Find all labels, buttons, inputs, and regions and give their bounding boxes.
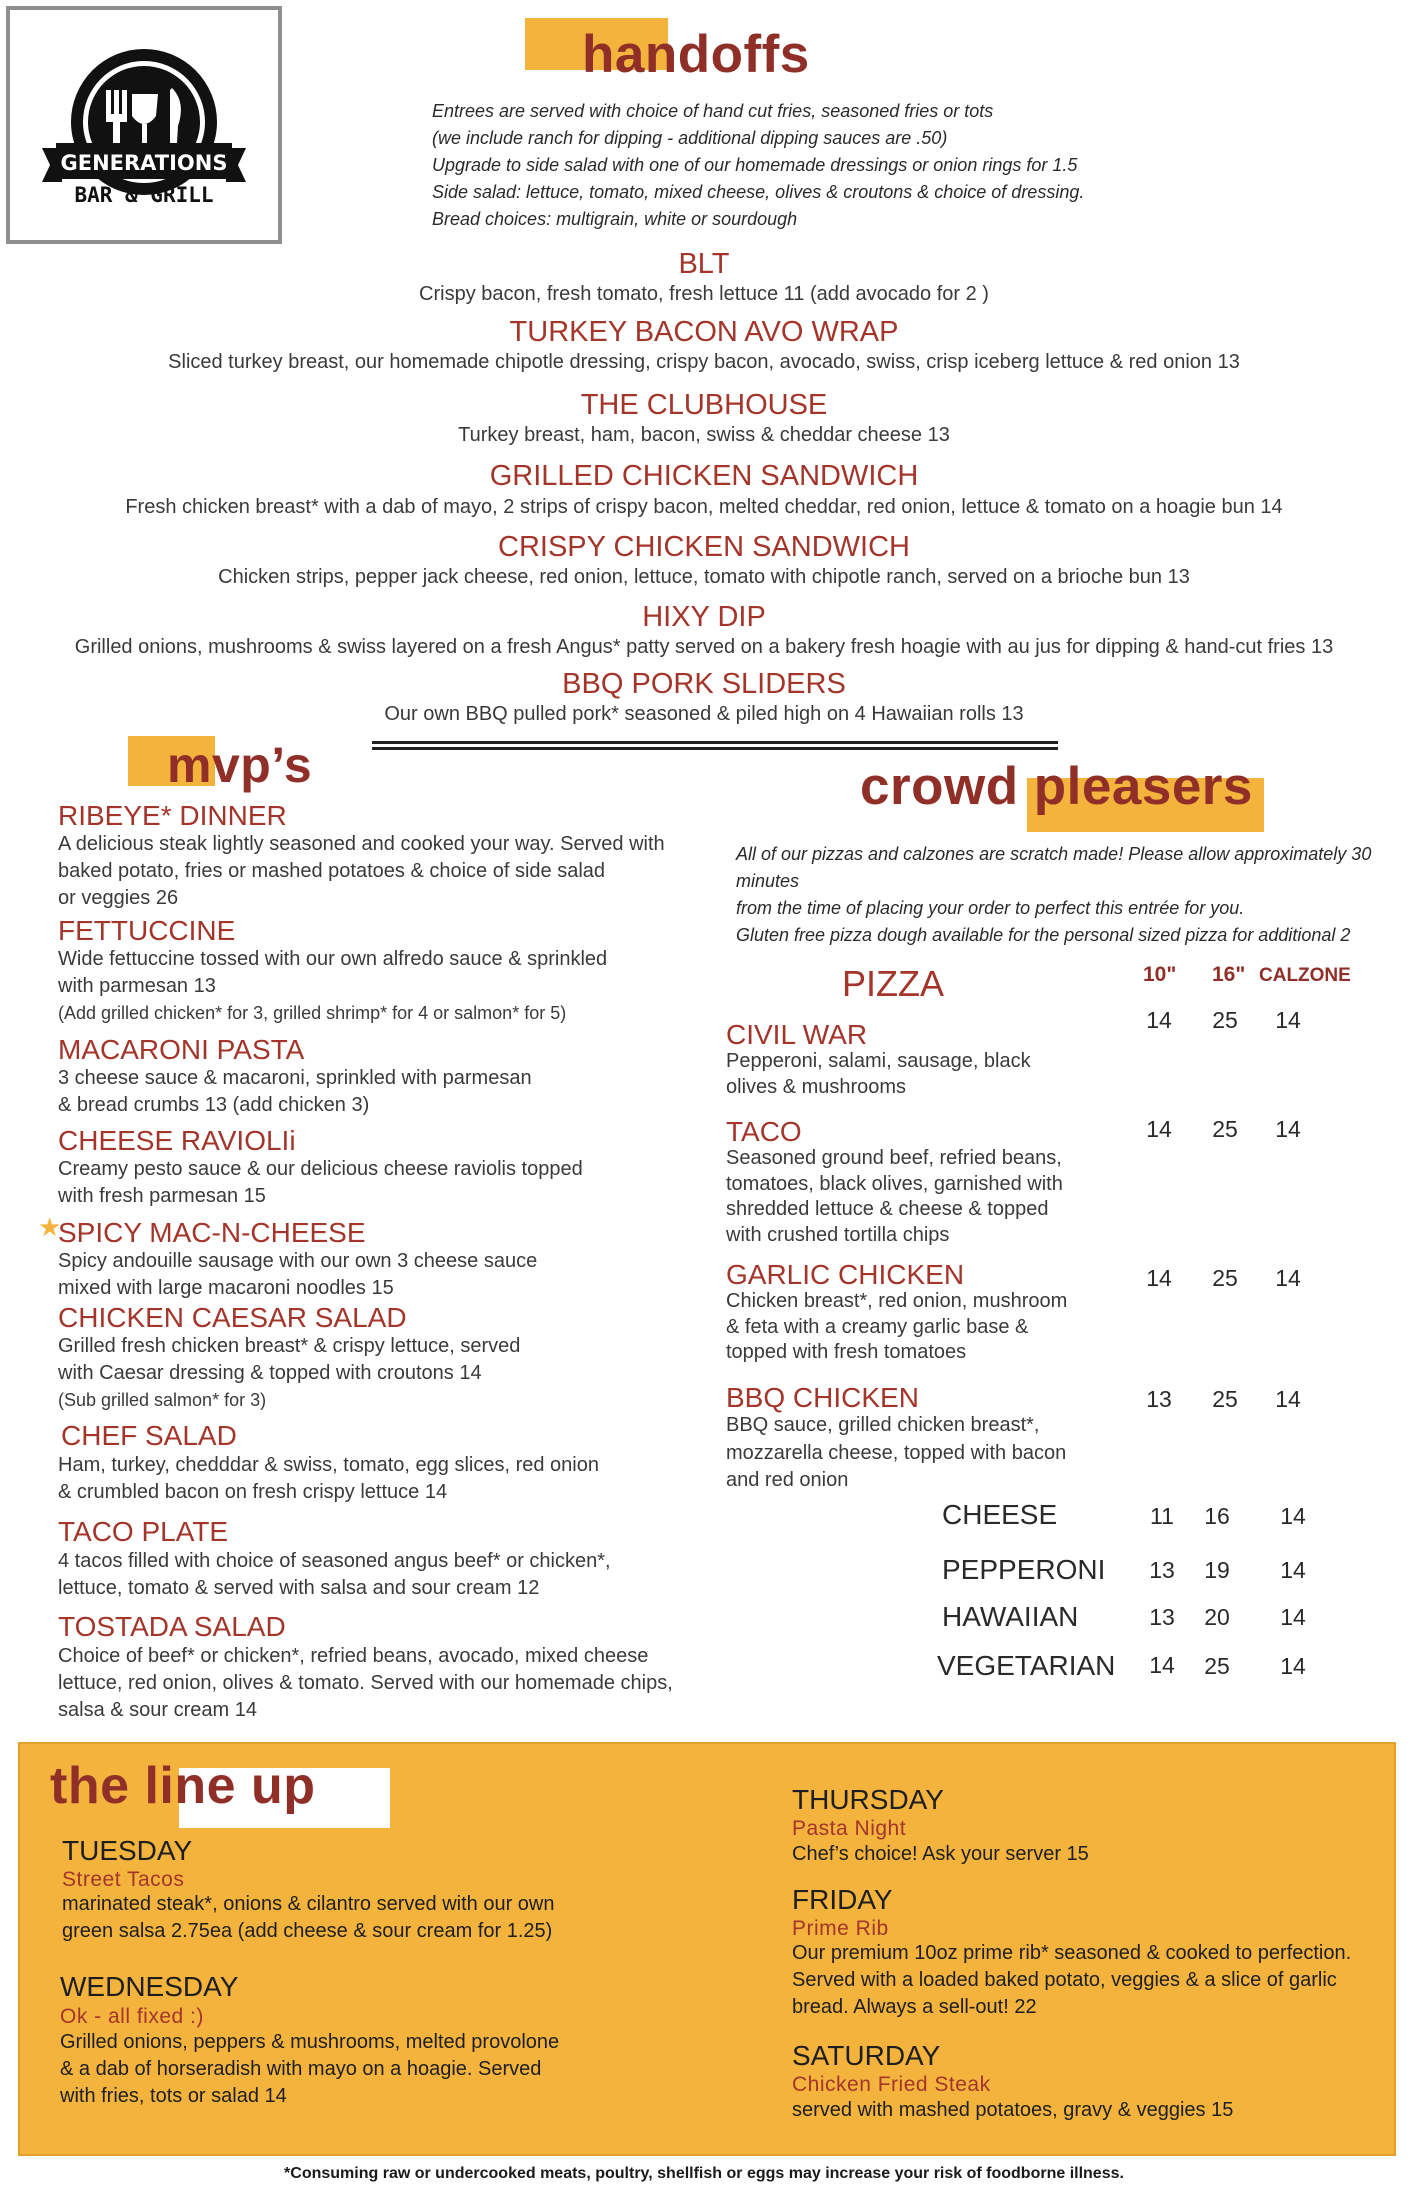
mvp-desc-line: with parmesan 13 bbox=[58, 975, 216, 997]
pizza-item-title: GARLIC CHICKEN bbox=[726, 1259, 965, 1290]
price-calzone: 14 bbox=[1275, 1386, 1301, 1412]
handoff-item-desc: Fresh chicken breast* with a dab of mayo, 2 strips of crispy bacon, melted cheddar, red onion, lettuce & tomato on a hoagie bun 14 bbox=[125, 496, 1283, 518]
mvp-desc-line: with fresh parmesan 15 bbox=[58, 1185, 266, 1207]
day-special: Prime Rib bbox=[792, 1917, 889, 1940]
price-calzone: 14 bbox=[1280, 1557, 1306, 1583]
logo-name-text: GENERATIONS bbox=[60, 151, 228, 175]
mvp-item-desc bbox=[58, 1156, 583, 1210]
mvp-desc-line: salsa & sour cream 14 bbox=[58, 1699, 257, 1721]
col-header-16: 16" bbox=[1212, 963, 1246, 986]
pizza-desc-line: with crushed tortilla chips bbox=[726, 1223, 950, 1246]
day-special: Chicken Fried Steak bbox=[792, 2073, 991, 2096]
handoff-item-title: TURKEY BACON AVO WRAP bbox=[509, 316, 899, 348]
mvp-desc-line: (Add grilled chicken* for 3, grilled shrimp* for 4 or salmon* for 5) bbox=[58, 1003, 567, 1023]
restaurant-logo-icon bbox=[10, 10, 278, 240]
handoffs-heading: handoffs bbox=[582, 25, 810, 84]
day-desc-line: & a dab of horseradish with mayo on a hoagie. Served bbox=[60, 2058, 542, 2080]
pizza-desc-line: BBQ sauce, grilled chicken breast*, bbox=[726, 1414, 1040, 1436]
mvp-item-desc bbox=[58, 1333, 520, 1414]
mvp-desc-line: mixed with large macaroni noodles 15 bbox=[58, 1277, 394, 1299]
crowd-intro-line: from the time of placing your order to perfect this entrée for you. bbox=[736, 898, 1245, 918]
day-desc-line: Served with a loaded baked potato, veggies & a slice of garlic bbox=[792, 1969, 1337, 1991]
pizza-item-desc bbox=[726, 1146, 1063, 1248]
day-desc bbox=[60, 2029, 559, 2110]
pizza-desc-line: and red onion bbox=[726, 1469, 849, 1491]
handoff-item-desc: Our own BBQ pulled pork* seasoned & piled high on 4 Hawaiian rolls 13 bbox=[384, 703, 1024, 725]
price-10: 13 bbox=[1149, 1557, 1175, 1583]
day-desc bbox=[62, 1891, 554, 1945]
handoff-item-desc: Crispy bacon, fresh tomato, fresh lettuce 11 (add avocado for 2 ) bbox=[419, 283, 989, 305]
price-16: 25 bbox=[1212, 1116, 1238, 1142]
day-desc-line: marinated steak*, onions & cilantro served with our own bbox=[62, 1893, 555, 1915]
mvp-item-title: FETTUCCINE bbox=[58, 915, 236, 946]
day-special: Street Tacos bbox=[62, 1868, 185, 1891]
handoff-item-desc: Chicken strips, pepper jack cheese, red onion, lettuce, tomato with chipotle ranch, served on a brioche bun 13 bbox=[218, 566, 1190, 588]
mvp-desc-line: Wide fettuccine tossed with our own alfredo sauce & sprinkled bbox=[58, 948, 608, 970]
logo-sub-text: BAR & GRILL bbox=[74, 183, 214, 207]
day-desc-line: Grilled onions, peppers & mushrooms, melted provolone bbox=[60, 2031, 560, 2053]
mvp-item-title: RIBEYE* DINNER bbox=[58, 800, 287, 831]
simple-pizza-name: CHEESE bbox=[942, 1499, 1058, 1530]
mvp-desc-line: & crumbled bacon on fresh crispy lettuce 14 bbox=[58, 1481, 448, 1503]
crowd-heading: crowd pleasers bbox=[860, 757, 1253, 816]
price-calzone: 14 bbox=[1275, 1007, 1301, 1033]
day-desc-line: with fries, tots or salad 14 bbox=[60, 2085, 287, 2107]
simple-pizza-name: HAWAIIAN bbox=[942, 1601, 1079, 1632]
day-desc bbox=[792, 1841, 1089, 1868]
price-10: 14 bbox=[1146, 1265, 1172, 1291]
mvp-desc-line: with Caesar dressing & topped with croutons 14 bbox=[58, 1362, 482, 1384]
pizza-item-title: BBQ CHICKEN bbox=[726, 1382, 919, 1413]
day-title: FRIDAY bbox=[792, 1884, 893, 1915]
mvp-item-desc bbox=[58, 1548, 611, 1602]
day-desc-line: green salsa 2.75ea (add cheese & sour cream for 1.25) bbox=[62, 1920, 553, 1942]
mvp-item-title: SPICY MAC-N-CHEESE bbox=[58, 1217, 366, 1248]
crowd-intro-line: Gluten free pizza dough available for the personal sized pizza for additional 2 bbox=[736, 925, 1351, 945]
price-16: 16 bbox=[1204, 1503, 1230, 1529]
pizza-desc-line: shredded lettuce & cheese & topped bbox=[726, 1198, 1049, 1220]
price-calzone: 14 bbox=[1280, 1653, 1306, 1679]
pizza-desc-line: & feta with a creamy garlic base & bbox=[726, 1315, 1029, 1338]
price-16: 20 bbox=[1204, 1604, 1230, 1630]
price-10: 14 bbox=[1146, 1116, 1172, 1142]
crowd-intro bbox=[736, 841, 1408, 949]
col-header-10: 10" bbox=[1143, 963, 1177, 986]
mvp-desc-line: Creamy pesto sauce & our delicious cheese raviolis topped bbox=[58, 1158, 583, 1180]
pizza-item-title: TACO bbox=[726, 1116, 802, 1147]
day-desc-line: Chef’s choice! Ask your server 15 bbox=[792, 1843, 1089, 1865]
day-desc-line: bread. Always a sell-out! 22 bbox=[792, 1996, 1037, 2018]
pizza-desc-line: Pepperoni, salami, sausage, black bbox=[726, 1050, 1031, 1072]
handoff-item-title: GRILLED CHICKEN SANDWICH bbox=[489, 460, 919, 492]
footer-disclaimer: *Consuming raw or undercooked meats, poultry, shellfish or eggs may increase your risk of foodborne illness. bbox=[284, 2165, 1124, 2182]
handoff-item-title: CRISPY CHICKEN SANDWICH bbox=[498, 531, 910, 563]
mvp-desc-line: or veggies 26 bbox=[58, 887, 179, 909]
simple-pizza-name: VEGETARIAN bbox=[937, 1650, 1116, 1681]
day-desc-line: served with mashed potatoes, gravy & veggies 15 bbox=[792, 2099, 1234, 2121]
mvp-desc-line: & bread crumbs 13 (add chicken 3) bbox=[58, 1094, 370, 1116]
price-10: 11 bbox=[1150, 1503, 1174, 1529]
section-divider bbox=[372, 741, 1058, 750]
mvps-heading: mvp’s bbox=[167, 737, 313, 793]
day-desc-line: Our premium 10oz prime rib* seasoned & cooked to perfection. bbox=[792, 1942, 1352, 1964]
price-10: 14 bbox=[1149, 1652, 1175, 1678]
mvp-desc-line: lettuce, red onion, olives & tomato. Served with our homemade chips, bbox=[58, 1672, 673, 1694]
mvp-item-title: CHEF SALAD bbox=[61, 1420, 237, 1451]
mvp-item-desc bbox=[58, 831, 665, 912]
mvp-desc-line: 3 cheese sauce & macaroni, sprinkled with parmesan bbox=[58, 1067, 532, 1089]
pizza-desc-line: Chicken breast*, red onion, mushroom bbox=[726, 1290, 1068, 1312]
day-title: SATURDAY bbox=[792, 2040, 941, 2071]
col-header-calzone: CALZONE bbox=[1259, 965, 1351, 986]
pizza-desc-line: topped with fresh tomatoes bbox=[726, 1341, 967, 1363]
mvp-item-desc bbox=[58, 946, 607, 1027]
pizza-item-desc bbox=[726, 1413, 1066, 1494]
price-calzone: 14 bbox=[1275, 1265, 1301, 1291]
handoff-item-desc: Turkey breast, ham, bacon, swiss & cheddar cheese 13 bbox=[458, 424, 950, 446]
price-calzone: 14 bbox=[1275, 1116, 1301, 1142]
mvp-desc-line: Grilled fresh chicken breast* & crispy lettuce, served bbox=[58, 1335, 521, 1357]
day-title: TUESDAY bbox=[62, 1835, 193, 1866]
pizza-desc-line: olives & mushrooms bbox=[726, 1075, 907, 1098]
handoff-item-title: THE CLUBHOUSE bbox=[580, 389, 828, 421]
handoff-item-desc: Sliced turkey breast, our homemade chipotle dressing, crispy bacon, avocado, swiss, crisp iceberg lettuce & red onion 13 bbox=[168, 351, 1240, 373]
pizza-desc-line: mozzarella cheese, topped with bacon bbox=[726, 1441, 1067, 1464]
price-10: 13 bbox=[1146, 1386, 1172, 1412]
mvp-item-title: TACO PLATE bbox=[58, 1516, 229, 1547]
handoffs-intro-line: Side salad: lettuce, tomato, mixed cheese, olives & croutons & choice of dressing. bbox=[432, 182, 1085, 202]
price-calzone: 14 bbox=[1280, 1503, 1306, 1529]
mvp-desc-line: Spicy andouille sausage with our own 3 cheese sauce bbox=[58, 1250, 538, 1272]
day-desc bbox=[792, 1940, 1351, 2021]
handoff-item-title: BBQ PORK SLIDERS bbox=[562, 668, 846, 700]
price-10: 13 bbox=[1149, 1604, 1175, 1630]
handoffs-intro-line: Entrees are served with choice of hand cut fries, seasoned fries or tots bbox=[432, 101, 994, 121]
mvp-desc-line: A delicious steak lightly seasoned and cooked your way. Served with bbox=[58, 833, 665, 855]
handoffs-intro bbox=[432, 98, 1084, 233]
day-title: WEDNESDAY bbox=[60, 1971, 239, 2002]
mvp-item-desc bbox=[58, 1643, 673, 1724]
pizza-item-desc bbox=[726, 1289, 1067, 1366]
pizza-item-title: CIVIL WAR bbox=[726, 1019, 868, 1050]
day-special: Ok - all fixed :) bbox=[60, 2005, 204, 2028]
price-16: 25 bbox=[1204, 1653, 1230, 1679]
mvp-item-desc bbox=[58, 1065, 532, 1119]
day-title: THURSDAY bbox=[792, 1784, 944, 1815]
mvp-desc-line: Choice of beef* or chicken*, refried beans, avocado, mixed cheese bbox=[58, 1645, 649, 1667]
handoff-item-title: BLT bbox=[678, 248, 730, 280]
pizza-label: PIZZA bbox=[842, 963, 945, 1004]
mvp-desc-line: Ham, turkey, chedddar & swiss, tomato, egg slices, red onion bbox=[58, 1454, 599, 1476]
handoff-item-title: HIXY DIP bbox=[642, 601, 766, 633]
mvp-item-desc bbox=[58, 1248, 537, 1302]
logo bbox=[6, 6, 282, 244]
handoffs-intro-line: (we include ranch for dipping - additional dipping sauces are .50) bbox=[432, 128, 948, 148]
mvp-desc-line: lettuce, tomato & served with salsa and sour cream 12 bbox=[58, 1577, 540, 1599]
mvp-item-title: MACARONI PASTA bbox=[58, 1034, 305, 1065]
simple-pizza-name: PEPPERONI bbox=[942, 1554, 1106, 1585]
mvp-item-title: CHICKEN CAESAR SALAD bbox=[58, 1302, 407, 1333]
mvp-desc-line: (Sub grilled salmon* for 3) bbox=[58, 1390, 267, 1410]
handoff-item-desc: Grilled onions, mushrooms & swiss layered on a fresh Angus* patty served on a bakery fresh hoagie with au jus for dipping & hand-cut fries 13 bbox=[74, 636, 1334, 658]
handoffs-intro-line: Bread choices: multigrain, white or sourdough bbox=[432, 209, 798, 229]
pizza-desc-line: tomatoes, black olives, garnished with bbox=[726, 1172, 1063, 1195]
mvp-item-desc bbox=[58, 1452, 599, 1506]
lineup-heading: the line up bbox=[50, 1757, 316, 1815]
price-16: 25 bbox=[1212, 1386, 1238, 1412]
crowd-intro-line: All of our pizzas and calzones are scratch made! Please allow approximately 30 minutes bbox=[736, 844, 1372, 891]
star-icon: ★ bbox=[38, 1212, 62, 1242]
handoffs-intro-line: Upgrade to side salad with one of our homemade dressings or onion rings for 1.5 bbox=[432, 155, 1078, 175]
price-16: 25 bbox=[1212, 1007, 1238, 1033]
price-calzone: 14 bbox=[1280, 1604, 1306, 1630]
day-special: Pasta Night bbox=[792, 1817, 907, 1840]
mvp-item-title: CHEESE RAVIOLIi bbox=[58, 1125, 296, 1156]
price-16: 25 bbox=[1212, 1265, 1238, 1291]
mvp-desc-line: baked potato, fries or mashed potatoes & choice of side salad bbox=[58, 860, 606, 882]
day-desc bbox=[792, 2097, 1233, 2124]
lineup-panel bbox=[18, 1742, 1396, 2156]
pizza-item-desc bbox=[726, 1049, 1031, 1100]
mvp-item-title: TOSTADA SALAD bbox=[58, 1611, 286, 1642]
price-10: 14 bbox=[1146, 1007, 1172, 1033]
mvp-desc-line: 4 tacos filled with choice of seasoned angus beef* or chicken*, bbox=[58, 1550, 611, 1572]
price-16: 19 bbox=[1204, 1557, 1230, 1583]
pizza-desc-line: Seasoned ground beef, refried beans, bbox=[726, 1147, 1062, 1169]
